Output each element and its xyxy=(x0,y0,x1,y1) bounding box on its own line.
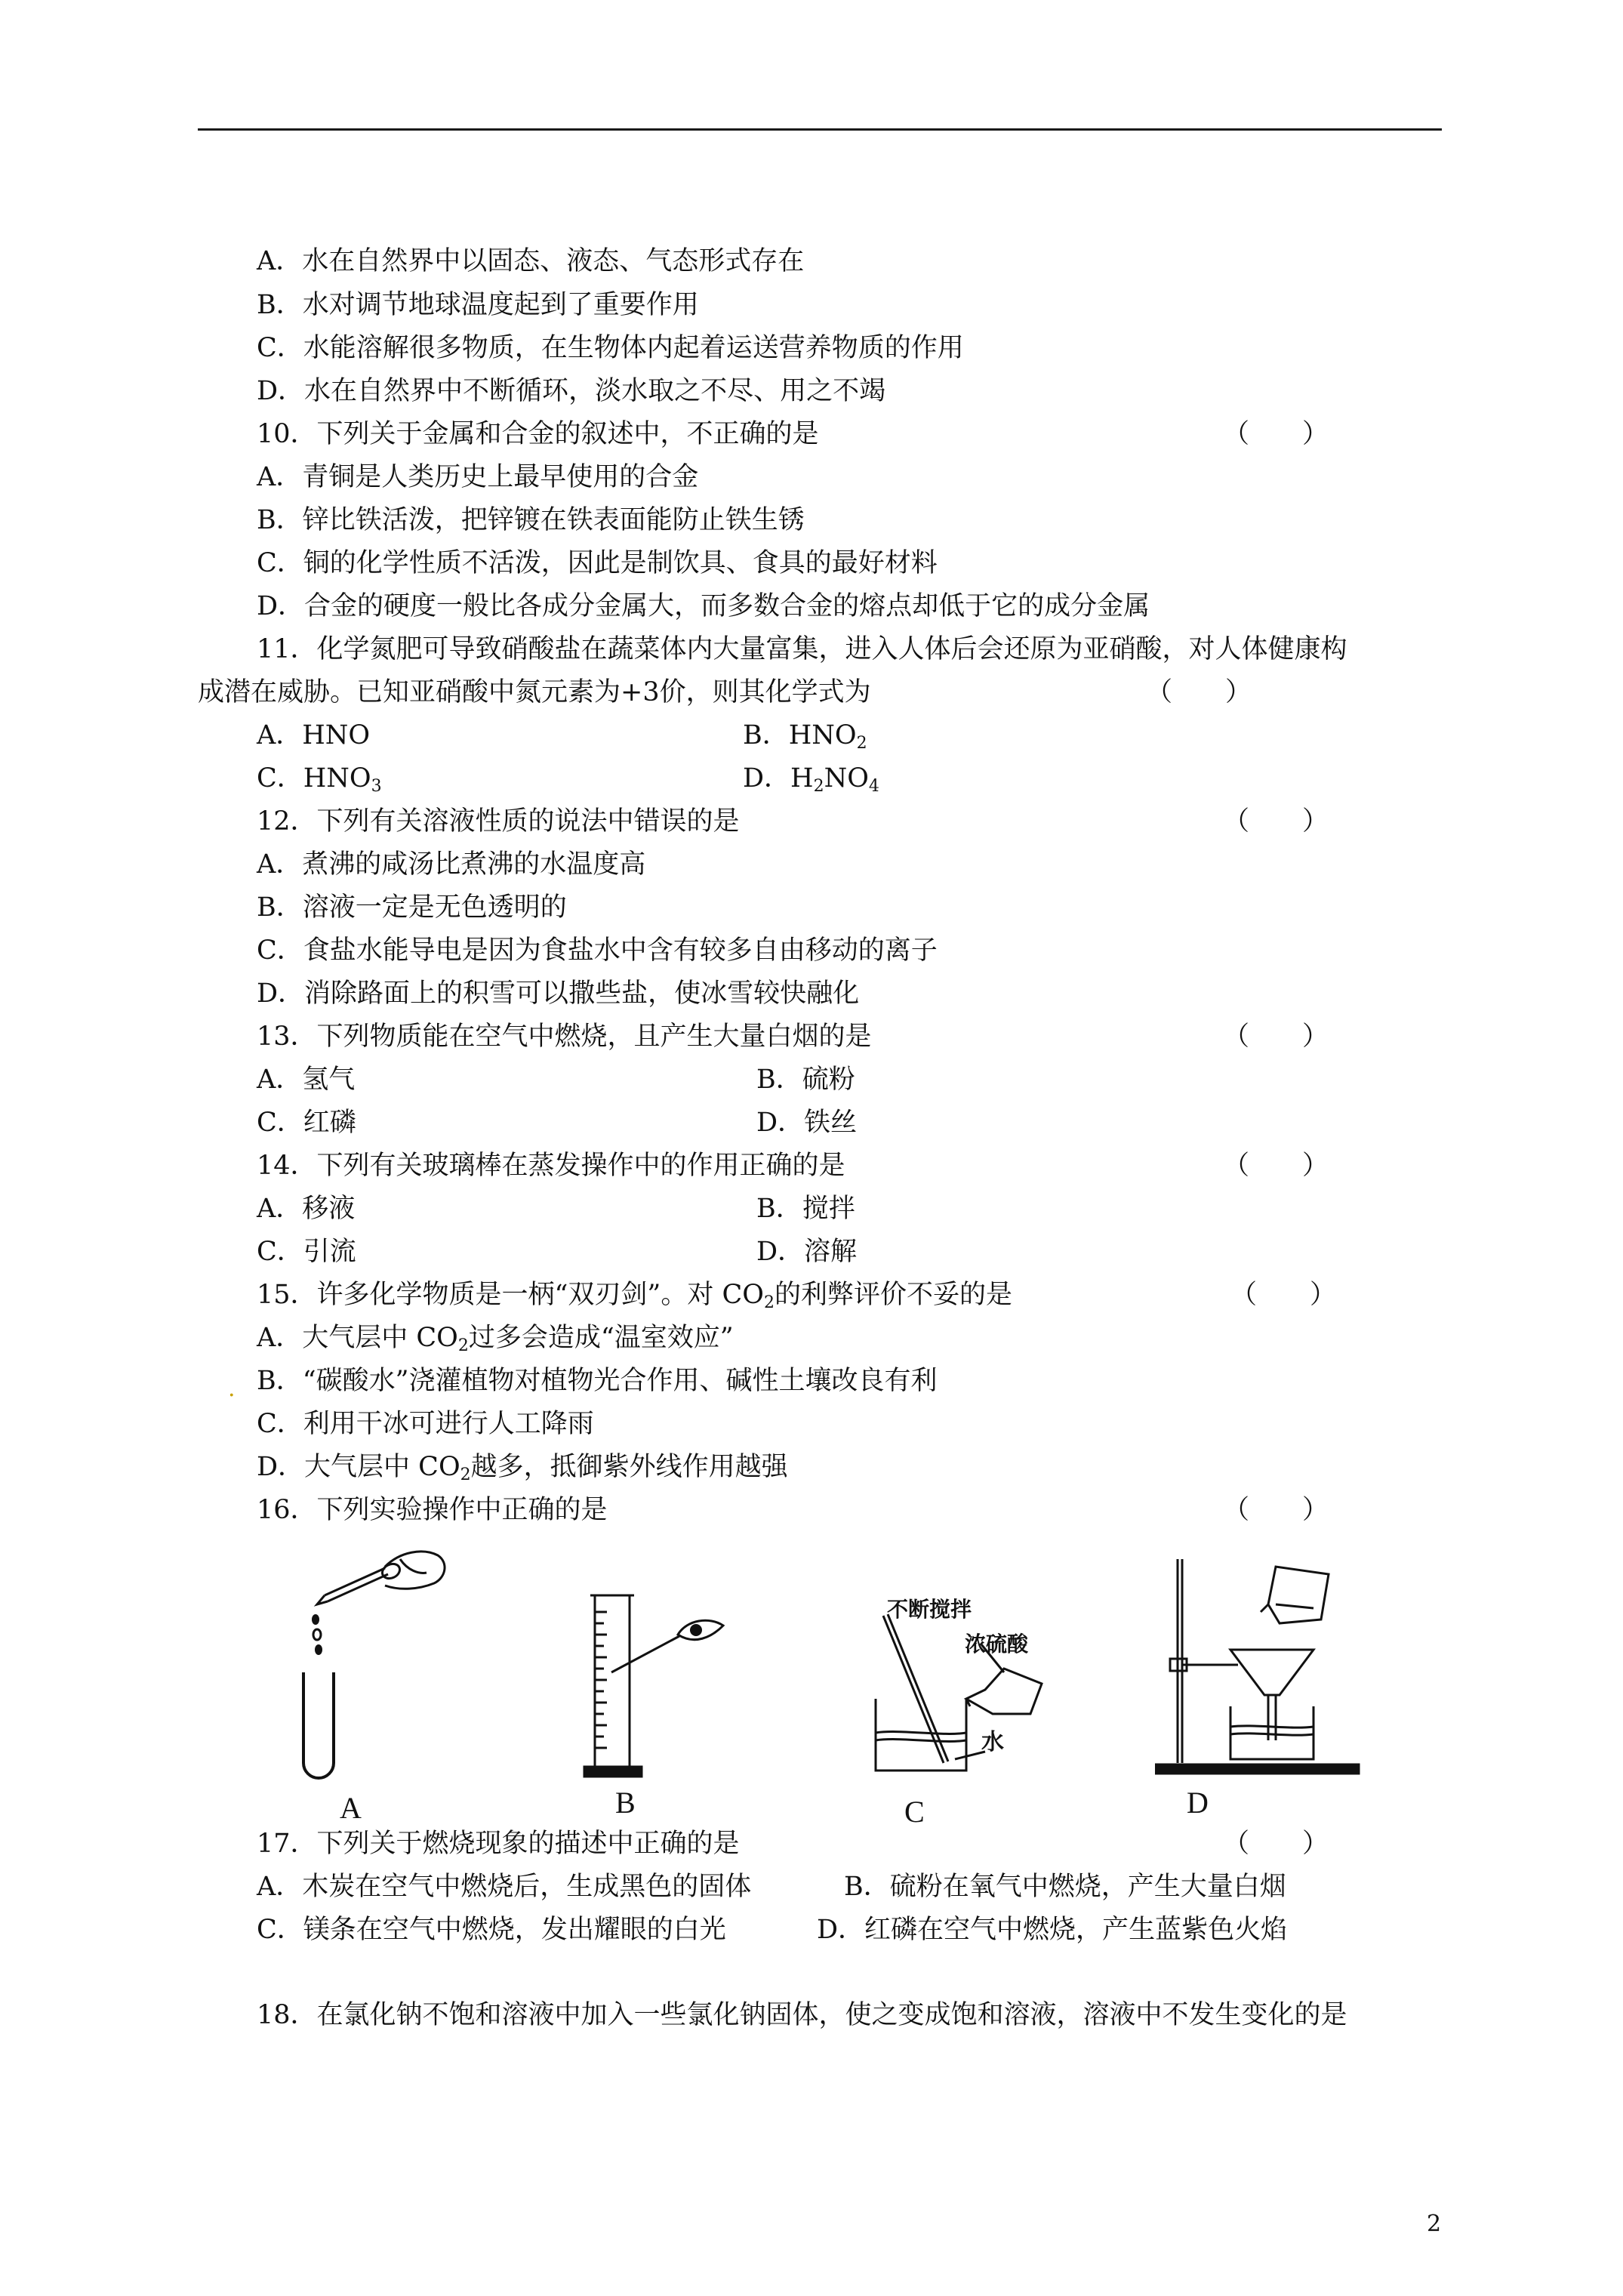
q12-stem: 12．下列有关溶液性质的说法中错误的是 xyxy=(257,806,740,837)
drop-2 xyxy=(313,1629,321,1640)
q13-stem: 13．下列物质能在空气中燃烧，且产生大量白烟的是 xyxy=(257,1022,872,1052)
q17-option-b: B．硫粉在氧气中燃烧，产生大量白烟 xyxy=(844,1872,1286,1902)
q11-stem-line1: 11．化学氮肥可导致硝酸盐在蔬菜体内大量富集，进入人体后会还原为亚硝酸，对人体健康构 xyxy=(257,634,1347,664)
q17-stem: 17．下列关于燃烧现象的描述中正确的是 xyxy=(257,1829,740,1859)
q18-stem: 18．在氯化钠不饱和溶液中加入一些氯化钠固体，使之变成饱和溶液，溶液中不发生变化的是 xyxy=(257,2000,1347,2030)
q15-answer-paren: （ ） xyxy=(1230,1280,1337,1310)
q15-option-b: B．“碳酸水”浇灌植物对植物光合作用、碱性土壤改良有利 xyxy=(257,1366,938,1396)
figure-b-graduated-cylinder xyxy=(581,1582,732,1786)
stray-dot-mark: . xyxy=(228,1376,236,1402)
q12-option-b: B．溶液一定是无色透明的 xyxy=(257,892,567,923)
q13-option-c: C．红磷 xyxy=(257,1108,356,1138)
q11-option-c: C．$HNO_3$ xyxy=(257,763,382,796)
q12-option-c: C．食盐水能导电是因为食盐水中含有较多自由移动的离子 xyxy=(257,935,938,966)
figure-a-label: A xyxy=(340,1791,362,1825)
q15-option-d: D．大气层中 $CO_2$越多，抵御紫外线作用越强 xyxy=(257,1452,788,1484)
q11-stem-line2: 成潜在威胁。已知亚硝酸中氮元素为+3价，则其化学式为 xyxy=(198,677,871,707)
q10-option-b: B．锌比铁活泼，把锌镀在铁表面能防止铁生锈 xyxy=(257,505,805,535)
q11-option-a: A．HNO xyxy=(257,720,371,750)
drop-3 xyxy=(315,1644,322,1655)
q17-option-d: D．红磷在空气中燃烧，产生蓝紫色火焰 xyxy=(817,1915,1288,1945)
q11-option-d: D．$H_2NO_4$ xyxy=(743,763,879,796)
q9-option-c: C．水能溶解很多物质，在生物体内起着运送营养物质的作用 xyxy=(257,333,964,363)
q12-option-a: A．煮沸的咸汤比煮沸的水温度高 xyxy=(257,849,646,880)
q9-option-a: A．水在自然界中以固态、液态、气态形式存在 xyxy=(257,246,805,276)
figure-c-water-text: 水 xyxy=(981,1729,1004,1755)
q14-stem: 14．下列有关玻璃棒在蒸发操作中的作用正确的是 xyxy=(257,1151,845,1181)
q10-stem: 10．下列关于金属和合金的叙述中，不正确的是 xyxy=(257,419,819,449)
q9-option-b: B．水对调节地球温度起到了重要作用 xyxy=(257,290,699,320)
header-rule xyxy=(198,128,1442,131)
q17-option-c: C．镁条在空气中燃烧，发出耀眼的白光 xyxy=(257,1915,726,1945)
q13-option-a: A．氢气 xyxy=(257,1065,356,1095)
figure-a-dropper-test-tube xyxy=(294,1536,453,1786)
q15-option-a: A．大气层中 $CO_2$过多会造成“温室效应” xyxy=(257,1323,734,1355)
q17-option-a: A．木炭在空气中燃烧后，生成黑色的固体 xyxy=(257,1872,752,1902)
q14-answer-paren: （ ） xyxy=(1223,1151,1329,1181)
q17-answer-paren: （ ） xyxy=(1223,1829,1329,1859)
q14-option-b: B．搅拌 xyxy=(756,1194,855,1224)
q13-option-d: D．铁丝 xyxy=(756,1108,858,1138)
q10-option-c: C．铜的化学性质不活泼，因此是制饮具、食具的最好材料 xyxy=(257,548,938,578)
q12-option-d: D．消除路面上的积雪可以撒些盐，使冰雪较快融化 xyxy=(257,978,860,1009)
q14-option-c: C．引流 xyxy=(257,1237,356,1267)
figure-b-label: B xyxy=(615,1786,636,1820)
page-number: 2 xyxy=(1427,2211,1442,2237)
q13-option-b: B．硫粉 xyxy=(756,1065,855,1095)
q15-option-c: C．利用干冰可进行人工降雨 xyxy=(257,1409,594,1439)
q13-answer-paren: （ ） xyxy=(1223,1022,1329,1052)
figure-c-acid-text: 浓硫酸 xyxy=(965,1632,1029,1657)
q16-answer-paren: （ ） xyxy=(1223,1495,1329,1525)
q14-option-a: A．移液 xyxy=(257,1194,356,1224)
q10-answer-paren: （ ） xyxy=(1223,419,1329,449)
figure-d-label: D xyxy=(1187,1786,1209,1820)
q14-option-d: D．溶解 xyxy=(756,1237,858,1267)
q11-answer-paren: （ ） xyxy=(1146,677,1252,707)
q12-answer-paren: （ ） xyxy=(1223,806,1329,837)
figure-c-stir-text: 不断搅拌 xyxy=(887,1597,972,1622)
figure-c-label: C xyxy=(904,1795,925,1829)
q9-option-d: D．水在自然界中不断循环，淡水取之不尽、用之不竭 xyxy=(257,376,886,406)
q15-stem: 15．许多化学物质是一柄“双刃剑”。对 $CO_2$的利弊评价不妥的是 xyxy=(257,1280,1012,1312)
drop-1 xyxy=(312,1614,319,1625)
figure-d-filtration xyxy=(1155,1552,1366,1786)
q16-stem: 16．下列实验操作中正确的是 xyxy=(257,1495,608,1525)
q11-option-b: B．$HNO_2$ xyxy=(743,720,867,753)
q10-option-a: A．青铜是人类历史上最早使用的合金 xyxy=(257,462,699,492)
q10-option-d: D．合金的硬度一般比各成分金属大，而多数合金的熔点却低于它的成分金属 xyxy=(257,591,1150,621)
